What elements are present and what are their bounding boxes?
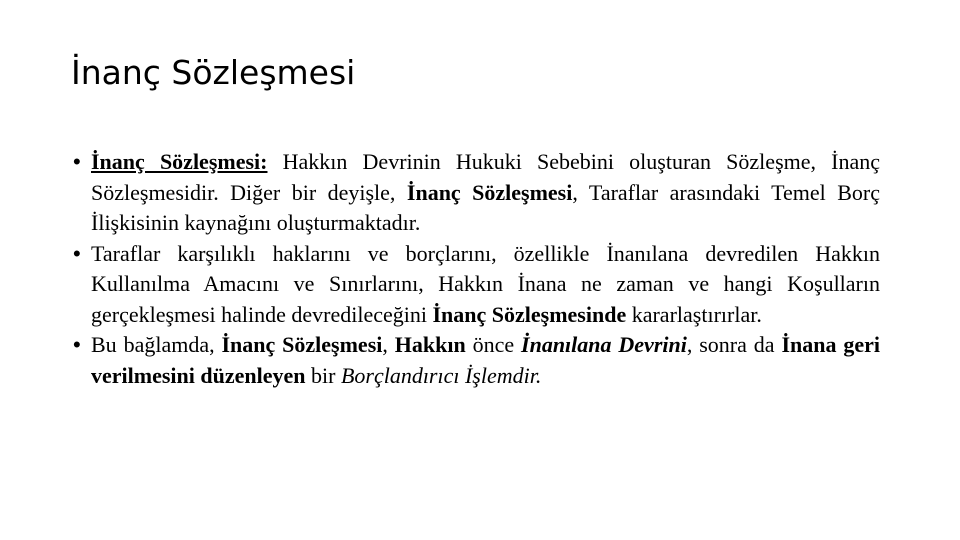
bullet-text-segment: İnanç Sözleşmesi: — [91, 149, 268, 174]
bullet-text-segment: Hakkın — [394, 332, 466, 357]
bullet-text-segment: İnanç Sözleşmesi — [406, 179, 573, 205]
bullet-item — [72, 330, 880, 391]
bullet-text-segment: Taraflar karşılıklı haklarını ve borçlarını, özellikle İnanılana devredilen Hakkın Kullanılma Amacını ve Sınırlarını, Hakkın İnana ne zaman ve hangi Koşulların gerçekleşmesi halinde devredileceğini — [91, 240, 880, 327]
bullet-text-segment: , Taraflar arasındaki Temel Borç İlişkisinin kaynağını oluşturmaktadır. — [91, 179, 881, 235]
bullet-dot-icon: • — [73, 240, 81, 266]
bullet-item — [72, 239, 880, 331]
bullet-list — [72, 147, 880, 391]
bullet-text-segment: bir — [305, 362, 341, 388]
bullet-text-segment: Borçlandırıcı İşlemdir. — [340, 362, 542, 388]
bullet-text-segment: İnana geri verilmesini düzenleyen — [91, 332, 881, 388]
bullet-text-segment: Bu bağlamda, — [91, 332, 222, 357]
bullet-text-segment: kararlaştırırlar. — [626, 301, 762, 327]
bullet-dot-icon: • — [73, 149, 81, 174]
bullet-dot-icon: • — [73, 332, 81, 357]
bullet-text-segment: , sonra da — [686, 332, 782, 357]
bullet-text-segment: İnanç Sözleşmesinde — [432, 301, 627, 327]
bullet-text-segment: İnanç Sözleşmesi — [221, 332, 383, 357]
bullet-text-segment: Hakkın Devrinin Hukuki Sebebini oluşturan Sözleşme, İnanç Sözleşmesidir. Diğer bir deyişle, — [91, 149, 881, 205]
bullet-text-segment: İnanılana Devrini — [521, 332, 687, 357]
slide-title: İnanç Sözleşmesi — [71, 53, 356, 92]
bullet-text-segment: , — [382, 332, 395, 357]
bullet-item — [72, 147, 880, 239]
bullet-text-segment: önce — [465, 332, 522, 357]
